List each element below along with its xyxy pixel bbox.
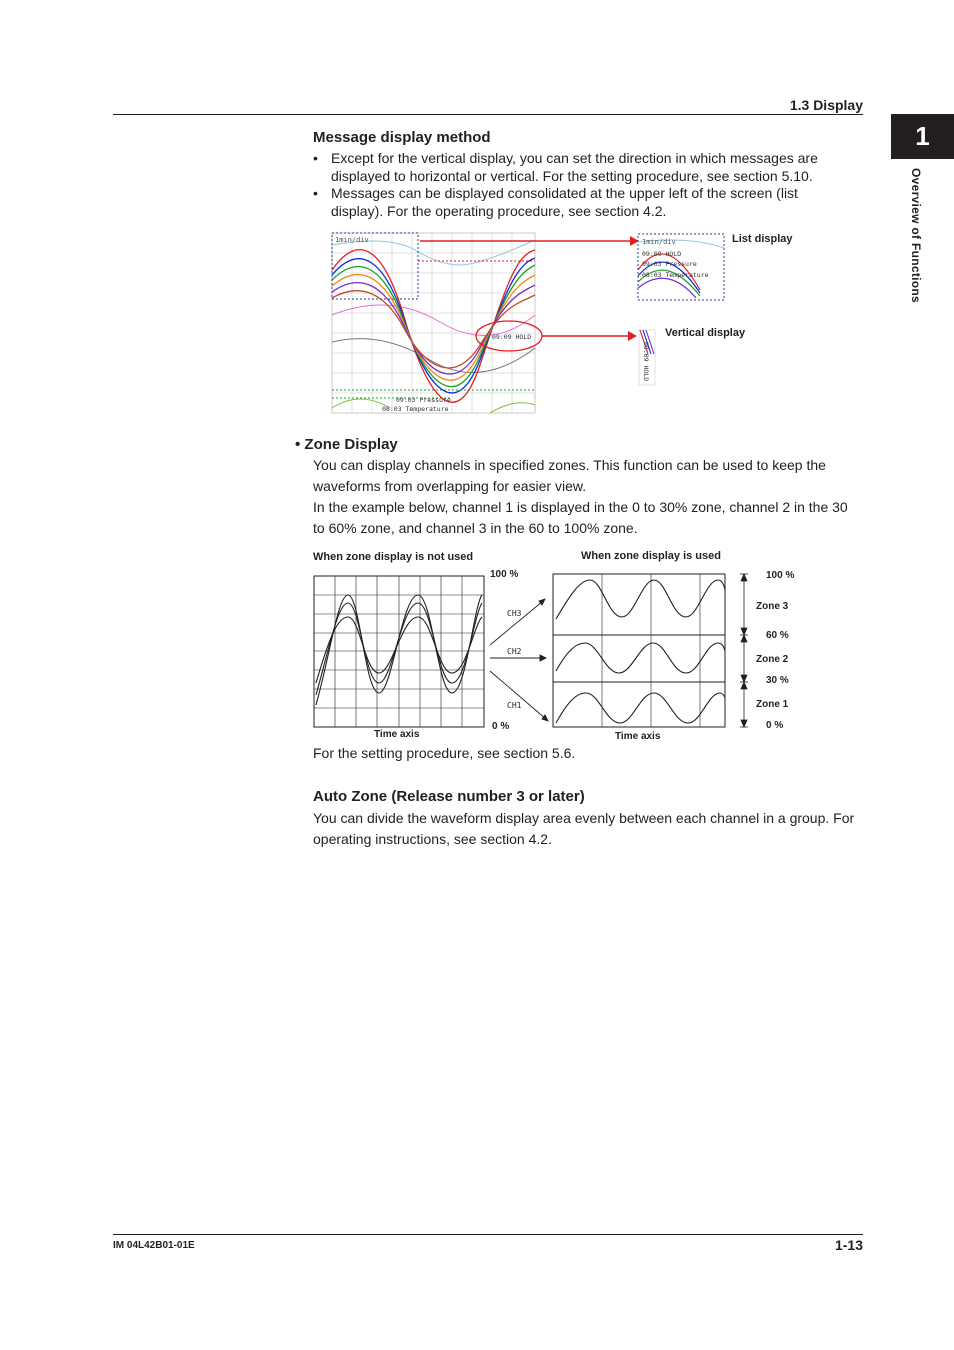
- zone-setting-note: For the setting procedure, see section 5.6.: [313, 745, 576, 761]
- inset-hold-msg: 09:09 HOLD: [642, 250, 682, 258]
- section-reference: 1.3 Display: [789, 97, 863, 113]
- bullet-item: [313, 185, 853, 220]
- grid-not-used: [314, 576, 484, 727]
- zone2-label: Zone 2: [756, 654, 789, 665]
- page-number: 1-13: [834, 1237, 863, 1253]
- used-title: When zone display is used: [581, 550, 721, 562]
- time-axis-right: Time axis: [615, 731, 661, 742]
- right-60-pct: 60 %: [766, 630, 789, 641]
- bullet-text: Except for the vertical display, you can set the direction in which messages are displayed to horizontal or vertical. For the setting procedure, see section 5.10.: [331, 150, 818, 184]
- list-display-inset: [638, 234, 724, 300]
- ch3-label: CH3: [507, 609, 522, 618]
- chapter-side-label: [909, 168, 925, 328]
- right-100-pct: 100 %: [766, 570, 795, 581]
- screen-scale-text: 1min/div: [335, 236, 369, 244]
- trend-screen: [332, 233, 535, 413]
- left-0-pct: 0 %: [492, 721, 510, 732]
- inset-pressure-msg: 09:03 Pressure: [642, 260, 697, 268]
- screen-hold-msg: 09:09 HOLD: [492, 333, 532, 341]
- chapter-side-label-text: Overview of Functions: [909, 168, 923, 303]
- auto-zone-heading: Auto Zone (Release number 3 or later): [313, 788, 585, 805]
- message-method-heading: Message display method: [313, 129, 491, 146]
- inset-scale-text: 1min/div: [642, 238, 676, 246]
- list-display-label: List display: [732, 233, 793, 245]
- bullet-mark: •: [313, 185, 318, 201]
- chapter-tab: 1: [891, 114, 954, 159]
- zone3-label: Zone 3: [756, 601, 789, 612]
- grid-used: [553, 574, 725, 727]
- left-100-pct: 100 %: [490, 569, 519, 580]
- zone-bracket: [740, 574, 748, 727]
- bullet-mark: •: [313, 150, 318, 166]
- time-axis-left: Time axis: [374, 729, 420, 740]
- ch2-label: CH2: [507, 647, 522, 656]
- message-method-bullets: [313, 150, 853, 220]
- not-used-title: When zone display is not used: [313, 551, 474, 563]
- inset-temperature-msg: 08:03 Temperature: [642, 271, 709, 279]
- screen-temperature-msg: 08:03 Temperature: [382, 405, 449, 413]
- bullet-item: [313, 150, 853, 185]
- vertical-display-label: Vertical display: [665, 327, 746, 339]
- message-display-figure: [330, 230, 810, 420]
- zone1-label: Zone 1: [756, 699, 789, 710]
- right-0-pct: 0 %: [766, 720, 784, 731]
- zone-display-paragraph-1: You can display channels in specified zones. This function can be used to keep the waveforms from overlapping for easier view.: [313, 457, 826, 494]
- auto-zone-paragraph: You can divide the waveform display area evenly between each channel in a group. For operating instructions, see section 4.2.: [313, 810, 855, 847]
- zone-display-paragraph-2: In the example below, channel 1 is displayed in the 0 to 30% zone, channel 2 in the 30 to 60% zone, and channel 3 in the 60 to 100% zone.: [313, 499, 848, 536]
- header-rule: [113, 114, 863, 115]
- arrow-head-vertical-icon: [628, 331, 637, 341]
- screen-pressure-msg: 09:03 Pressure: [396, 396, 451, 404]
- vertical-hold-msg: 09:09 HOLD: [642, 342, 650, 382]
- footer-rule: [113, 1234, 863, 1235]
- ch1-label: CH1: [507, 701, 522, 710]
- doc-id: IM 04L42B01-01E: [113, 1240, 195, 1251]
- vertical-display-inset: [639, 330, 655, 385]
- zone-display-figure: [310, 565, 800, 747]
- zone-display-heading: • Zone Display: [295, 436, 398, 453]
- bullet-text: Messages can be displayed consolidated at the upper left of the screen (list display). For the operating procedure, see section 4.2.: [331, 185, 798, 219]
- right-30-pct: 30 %: [766, 675, 789, 686]
